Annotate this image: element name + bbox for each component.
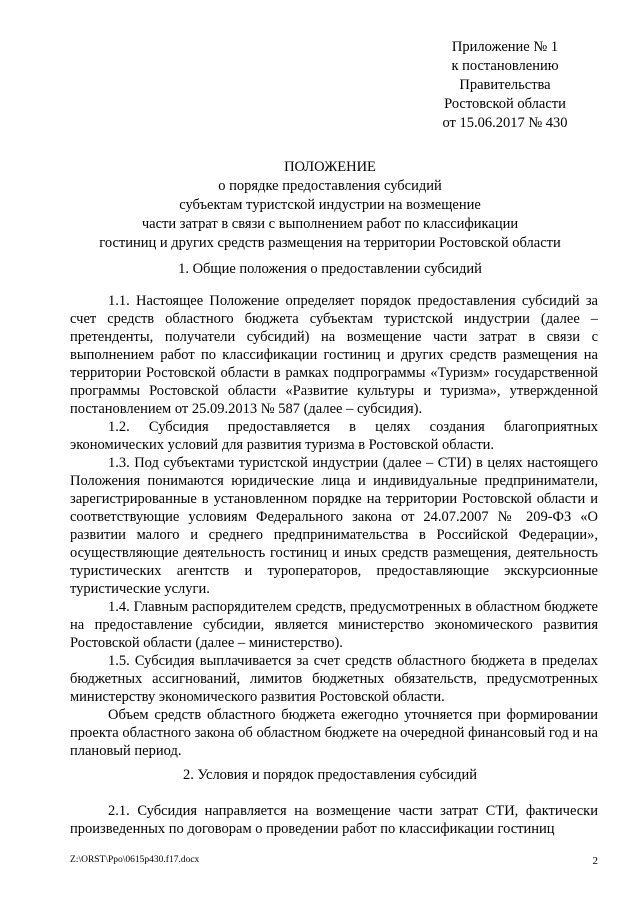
title-line: гостиниц и других средств размещения на территории Ростовской области	[99, 235, 561, 251]
appendix-line: Приложение № 1	[451, 39, 559, 55]
appendix-block	[400, 38, 610, 133]
paragraph-2-1: 2.1. Субсидия направляется на возмещение части затрат СТИ, фактически произведенных по договорам о проведении работ по классификации гостиниц	[70, 803, 598, 837]
title-heading: ПОЛОЖЕНИЕ	[284, 159, 376, 175]
section-1-heading: 1. Общие положения о предоставлении субсидий	[178, 261, 482, 277]
title-line: субъектам туристской индустрии на возмещение	[179, 197, 481, 213]
paragraph-1-5-extra: Объем средств областного бюджета ежегодно уточняется при формировании проекта областного закона об областном бюджете на очередной финансовый год и на плановый период.	[70, 707, 598, 759]
appendix-line: к постановлению	[451, 58, 559, 74]
page-number: 2	[592, 855, 598, 867]
title-line: о порядке предоставления субсидий	[218, 178, 442, 194]
appendix-date: от 15.06.2017 № 430	[442, 115, 568, 131]
appendix-line: Ростовской области	[444, 96, 566, 112]
file-path: Z:\ORST\Ppo\0615p430.f17.docx	[70, 855, 200, 865]
paragraph-1-4: 1.4. Главным распорядителем средств, предусмотренных в областном бюджете на предоставление субсидии, является министерство экономического развития Ростовской области (далее – министерство).	[70, 599, 598, 651]
title-line: части затрат в связи с выполнением работ по классификации	[141, 216, 519, 232]
section-2-heading: 2. Условия и порядок предоставления субсидий	[182, 767, 477, 783]
section-1-body	[70, 292, 598, 760]
paragraph-1-3: 1.3. Под субъектами туристской индустрии (далее – СТИ) в целях настоящего Положения понимаются юридические лица и индивидуальные предприниматели, зарегистрированные в установленном порядке на территории Ростовской области и соответствующие условиям Федерального закона от 24.07.2007 № 209-ФЗ «О развитии малого и среднего предпринимательства в Российской Федерации», осуществляющие деятельность гостиниц и иных средств размещения, деятельность туристических агентств и туроператоров, предоставляющие экскурсионные туристические услуги.	[70, 455, 598, 597]
paragraph-1-2: 1.2. Субсидия предоставляется в целях создания благоприятных экономических условий для развития туризма в Ростовской области.	[70, 419, 598, 453]
appendix-line: Правительства	[459, 77, 551, 93]
paragraph-1-5: 1.5. Субсидия выплачивается за счет средств областного бюджета в пределах бюджетных ассигнований, лимитов бюджетных обязательств, предусмотренных министерству экономического развития Ростовской области.	[70, 653, 598, 705]
paragraph-1-1: 1.1. Настоящее Положение определяет порядок предоставления субсидий за счет средств областного бюджета субъектам туристской индустрии (далее – претенденты, получатели субсидий) на возмещение части затрат в связи с выполнением работ по классификации гостиниц и других средств размещения на территории Ростовской области в рамках подпрограммы «Туризм» государственной программы Ростовской области «Развитие культуры и туризма», утвержденной постановлением от 25.09.2013 № 587 (далее – субсидия).	[70, 293, 598, 417]
document-title	[60, 158, 600, 253]
section-2-body	[70, 802, 598, 838]
